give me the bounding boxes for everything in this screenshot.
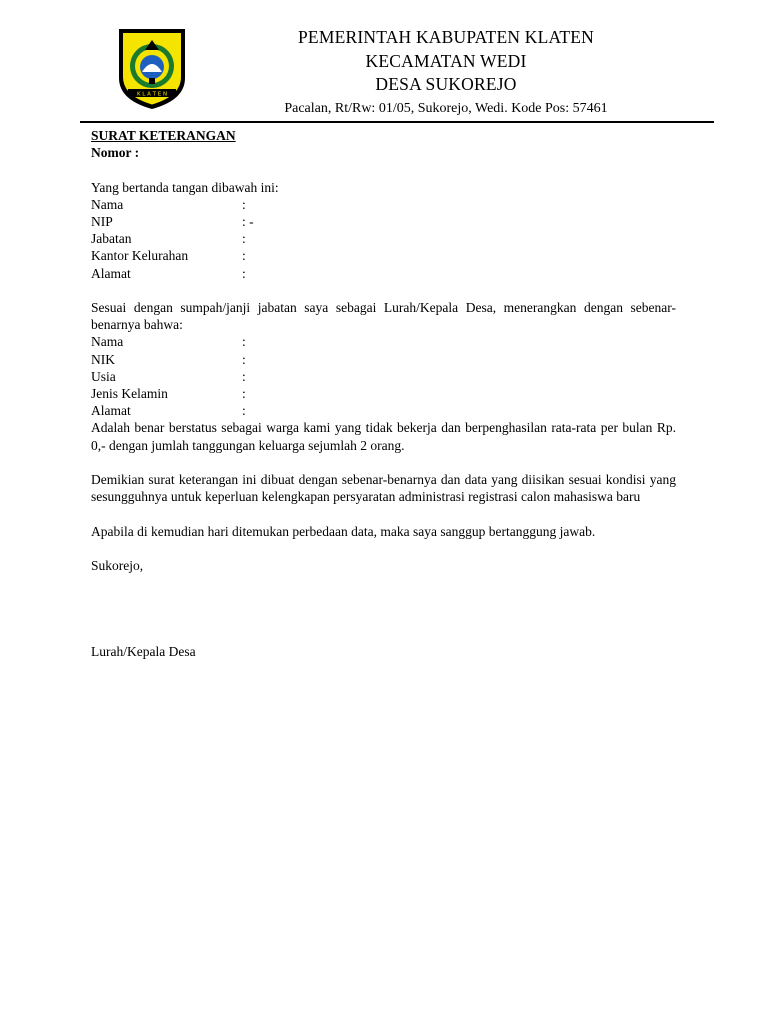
letter-title: SURAT KETERANGAN bbox=[91, 128, 236, 143]
letter-number: Nomor : bbox=[91, 145, 140, 161]
subject-field-row bbox=[91, 385, 676, 402]
signer-field-row bbox=[91, 213, 676, 230]
letter-body bbox=[91, 127, 676, 660]
field-value: : bbox=[242, 351, 246, 367]
statement-paragraph: Sesuai dengan sumpah/janji jabatan saya sebagai Lurah/Kepala Desa, menerangkan dengan sebenar-benarnya bahwa: bbox=[91, 300, 676, 333]
field-label: Nama bbox=[91, 334, 124, 350]
letterhead bbox=[250, 26, 642, 119]
field-label: Jenis Kelamin bbox=[91, 386, 168, 402]
field-label: Jabatan bbox=[91, 231, 132, 247]
village-address: Pacalan, Rt/Rw: 01/05, Sukorejo, Wedi. Kode Pos: 57461 bbox=[284, 100, 608, 116]
klaten-emblem-logo bbox=[116, 26, 188, 112]
field-value: : bbox=[242, 248, 246, 264]
signer-field-row bbox=[91, 247, 676, 264]
status-paragraph: Adalah benar berstatus sebagai warga kami yang tidak bekerja dan berpenghasilan rata-rata per bulan Rp. 0,- dengan jumlah tanggungan keluarga sejumlah 2 orang. bbox=[91, 420, 676, 453]
field-value: : bbox=[242, 196, 246, 212]
signer-field-row bbox=[91, 196, 676, 213]
subject-field-row bbox=[91, 351, 676, 368]
field-value: : bbox=[242, 403, 246, 419]
signature-space bbox=[91, 574, 676, 643]
field-value: : bbox=[242, 334, 246, 350]
subject-field-row bbox=[91, 333, 676, 350]
responsibility-paragraph: Apabila di kemudian hari ditemukan perbedaan data, maka saya sanggup bertanggung jawab. bbox=[91, 523, 596, 539]
field-label: Alamat bbox=[91, 403, 131, 419]
field-value: : - bbox=[242, 214, 254, 229]
logo-text: K L A T E N bbox=[136, 91, 168, 98]
field-label: NIP bbox=[91, 214, 113, 229]
purpose-paragraph: Demikian surat keterangan ini dibuat dengan sebenar-benarnya dan data yang diisikan sesuai kondisi yang sesungguhnya untuk keperluan kelengkapan persyaratan administrasi registrasi calon mahasiswa baru bbox=[91, 472, 676, 505]
signer-fields bbox=[91, 196, 676, 282]
intro-text: Yang bertanda tangan dibawah ini: bbox=[91, 179, 279, 195]
subject-field-row bbox=[91, 402, 676, 419]
field-value: : bbox=[242, 386, 246, 402]
field-value: : bbox=[242, 231, 246, 247]
signer-field-row bbox=[91, 265, 676, 282]
field-label: Kantor Kelurahan bbox=[91, 248, 189, 264]
village-name: DESA SUKOREJO bbox=[375, 74, 517, 94]
subject-field-row bbox=[91, 368, 676, 385]
district-name: KECAMATAN WEDI bbox=[365, 50, 527, 71]
field-label: NIK bbox=[91, 351, 115, 367]
field-label: Usia bbox=[91, 368, 116, 384]
signature-title: Lurah/Kepala Desa bbox=[91, 644, 196, 660]
field-label: Alamat bbox=[91, 265, 131, 281]
field-value: : bbox=[242, 265, 246, 281]
field-value: : bbox=[242, 368, 246, 384]
subject-fields bbox=[91, 333, 676, 419]
signer-field-row bbox=[91, 230, 676, 247]
government-name: PEMERINTAH KABUPATEN KLATEN bbox=[298, 27, 594, 47]
field-label: Nama bbox=[91, 196, 124, 212]
letterhead-divider bbox=[80, 121, 714, 123]
place-date: Sukorejo, bbox=[91, 558, 144, 573]
